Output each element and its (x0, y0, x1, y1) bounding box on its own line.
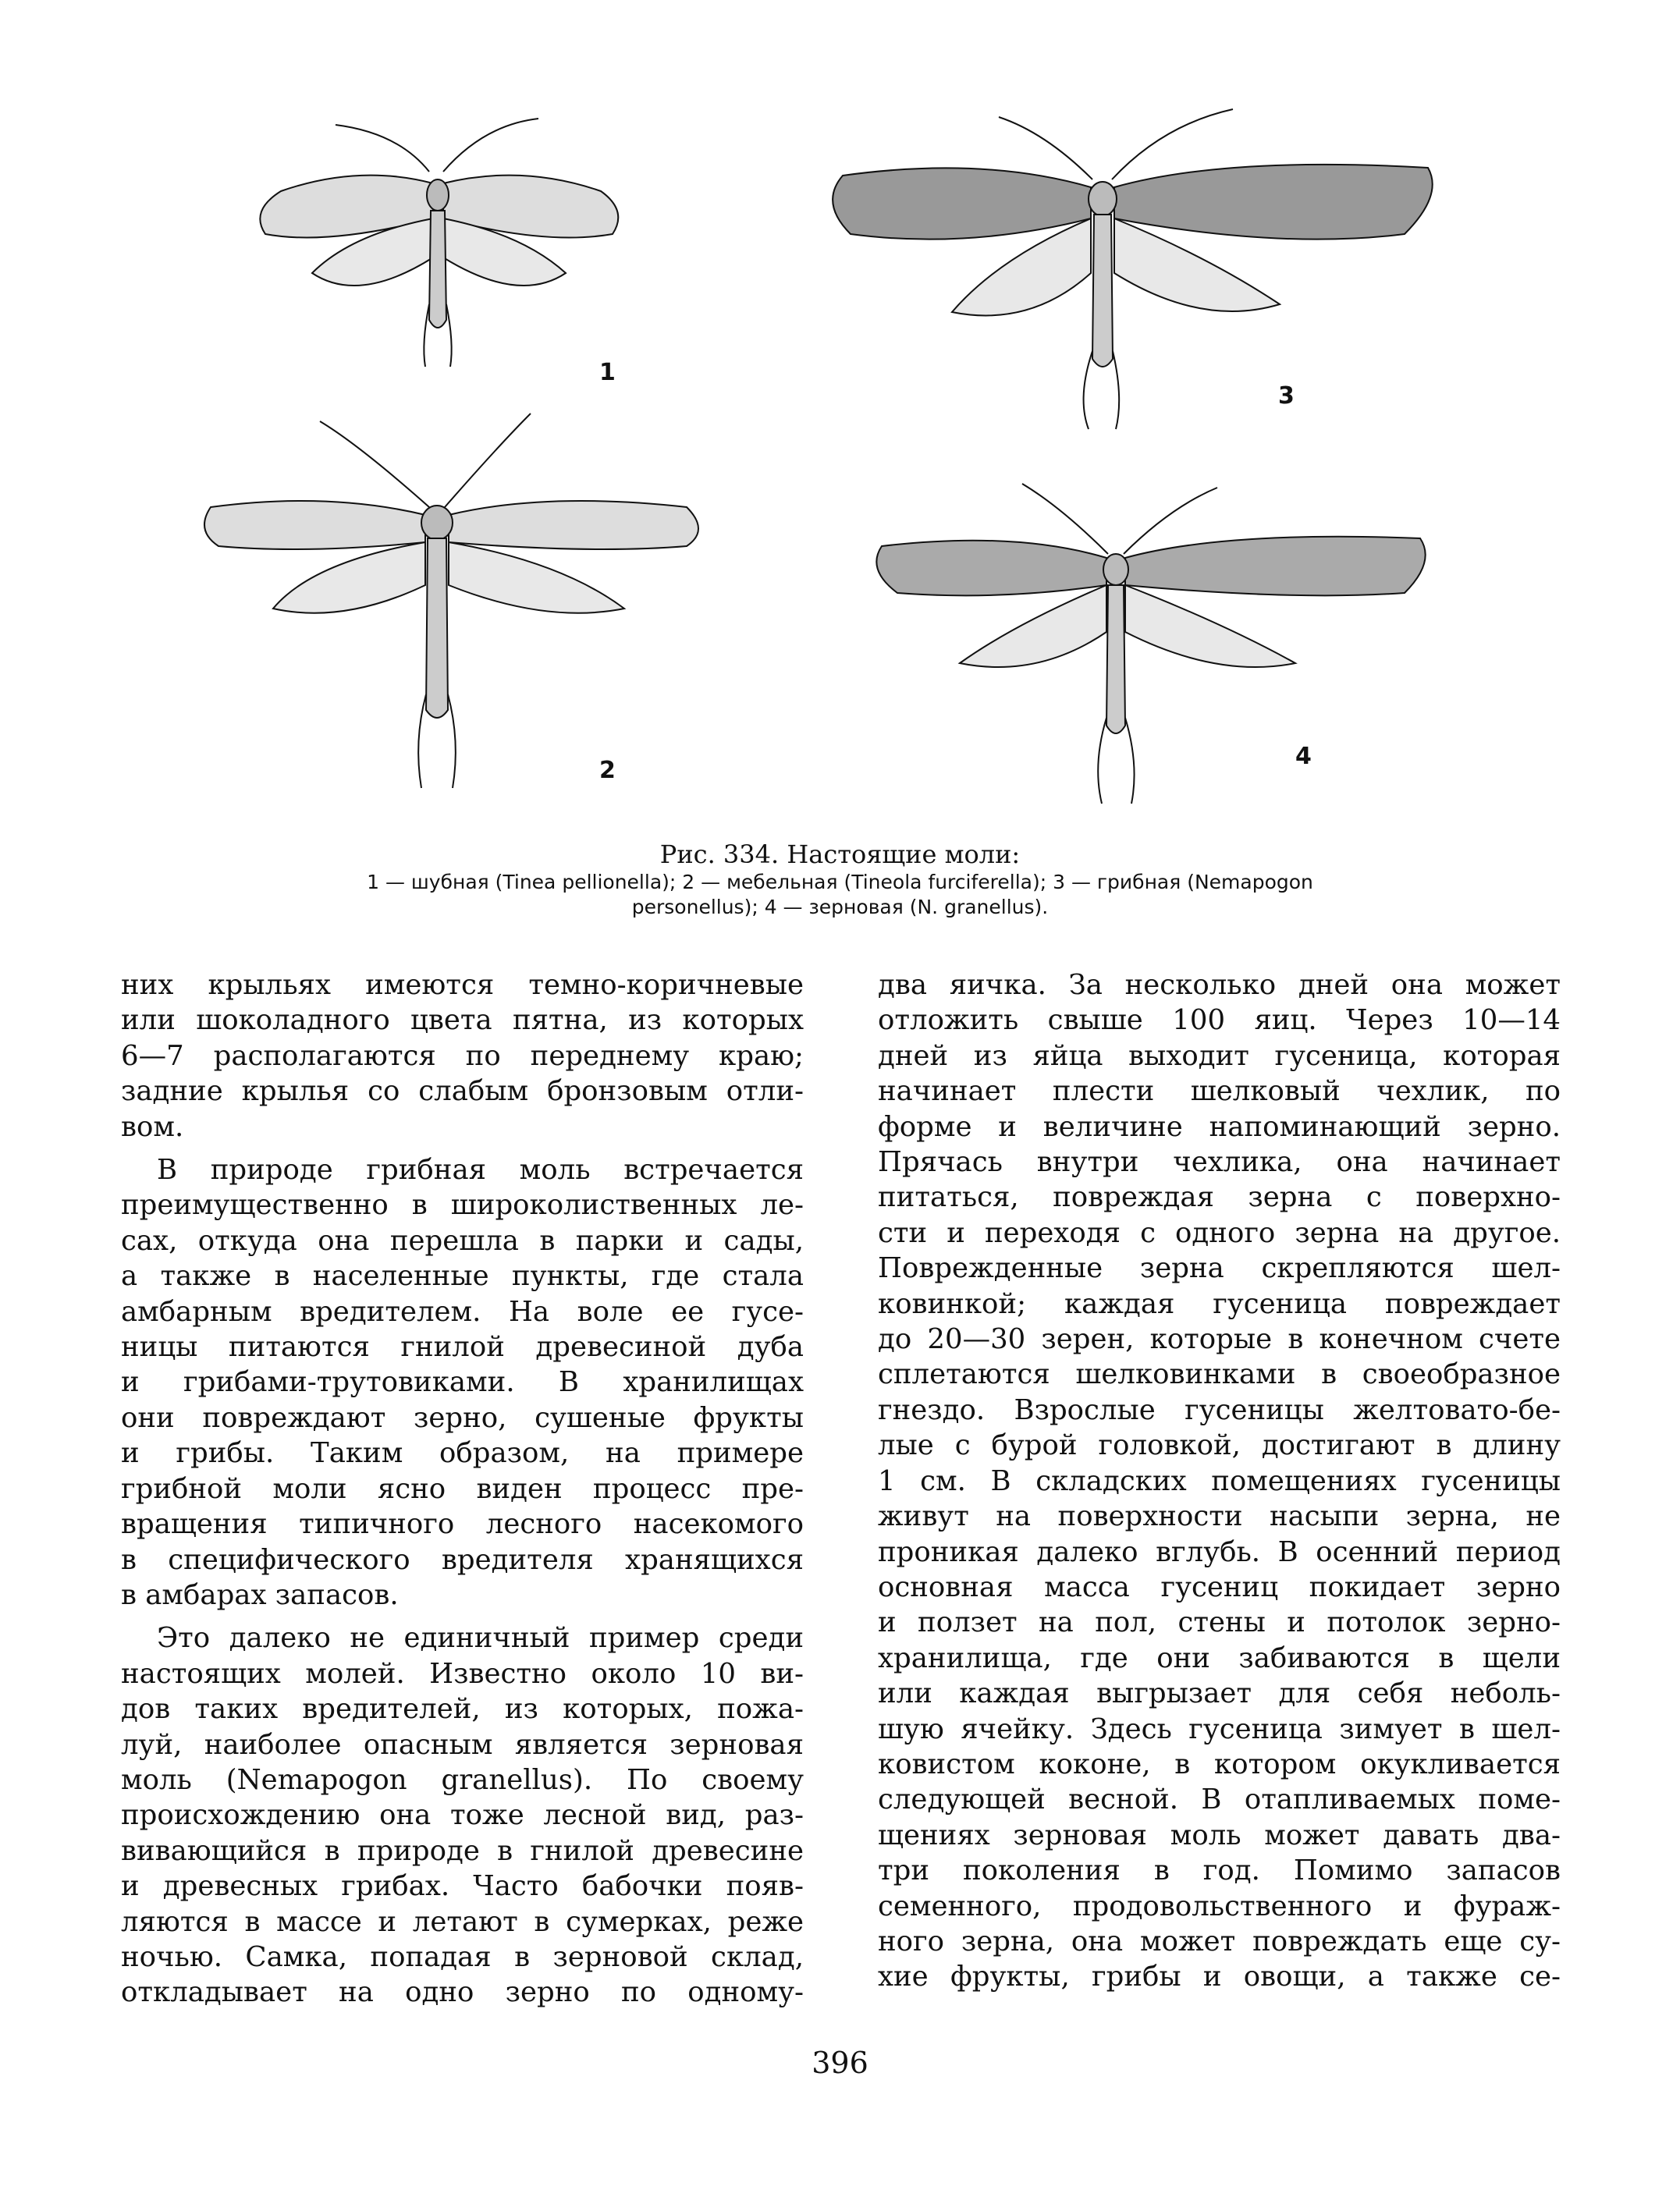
text-line: они повреждают зерно, сушеные фрукты (121, 1401, 804, 1434)
text-line: сплетаются шелковинками в своеобразное (878, 1358, 1561, 1391)
text-line: моль (Nemapogon granellus). По своему (121, 1763, 804, 1796)
text-line: семенного, продовольственного и фураж- (878, 1890, 1561, 1922)
text-line: грибной моли ясно виден процесс пре- (121, 1472, 804, 1505)
text-line: и грибами-трутовиками. В хранилищах (121, 1366, 804, 1399)
text-line: сах, откуда она перешла в парки и сады, (121, 1224, 804, 1257)
text-line: ляются в массе и летают в сумерках, реже (121, 1905, 804, 1938)
text-line: следующей весной. В отапливаемых поме- (878, 1784, 1561, 1816)
text-line: два яичка. За несколько дней она может (878, 969, 1561, 1001)
moth-1-illustration (234, 109, 733, 414)
moth-2-illustration (187, 398, 726, 835)
text-line: ницы питаются гнилой древесиной дуба (121, 1331, 804, 1364)
text-line: Это далеко не единичный пример среди (157, 1622, 804, 1655)
caption-line-2: personellus); 4 — зерновая (N. granellus). (631, 896, 1049, 918)
figure-caption (172, 839, 1508, 920)
text-line: проникая далеко вглубь. В осенний период (878, 1535, 1561, 1568)
text-line: Поврежденные зерна скрепляются шел- (878, 1252, 1561, 1285)
text-line: откладывает на одно зерно по одному- (121, 1976, 804, 2009)
text-line: луй, наиболее опасным является зерновая (121, 1728, 804, 1761)
text-line: 1 см. В складских помещениях гусеницы (878, 1464, 1561, 1497)
text-line: или шоколадного цвета пятна, из которых (121, 1004, 804, 1037)
text-line: основная масса гусениц покидает зерно (878, 1571, 1561, 1603)
text-line: в амбарах запасов. (121, 1578, 399, 1611)
text-line: питаться, повреждая зерна с поверхно- (878, 1181, 1561, 1214)
moth-label-4: 4 (1295, 743, 1312, 770)
text-line: сти и переходя с одного зерна на другое. (878, 1216, 1561, 1249)
right-text-column (878, 967, 1561, 1995)
text-line: в специфического вредителя хранящихся (121, 1543, 804, 1576)
text-line: дней из яйца выходит гусеница, которая (878, 1039, 1561, 1072)
moth-3-illustration (812, 101, 1459, 445)
text-line: вом. (121, 1110, 184, 1143)
text-line: них крыльях имеются темно-коричневые (121, 969, 804, 1001)
text-line: форме и величине напоминающий зерно. (878, 1110, 1561, 1143)
text-line: а также в населенные пункты, где стала (121, 1260, 804, 1293)
text-line: живут на поверхности насыпи зерна, не (878, 1500, 1561, 1533)
text-line: гнездо. Взрослые гусеницы желтовато-бе- (878, 1393, 1561, 1426)
text-line: отложить свыше 100 яиц. Через 10—14 (878, 1004, 1561, 1037)
text-line: амбарным вредителем. На воле ее гусе- (121, 1295, 804, 1328)
text-line: и грибы. Таким образом, на примере (121, 1437, 804, 1470)
text-line: и ползет на пол, стены и потолок зерно- (878, 1606, 1561, 1639)
text-line: 6—7 располагаются по переднему краю; (121, 1039, 804, 1072)
page-number: 396 (812, 2046, 868, 2080)
text-line: ковистом коконе, в котором окукливается (878, 1748, 1561, 1780)
moth-figure (187, 101, 1498, 850)
text-line: дов таких вредителей, из которых, пожа- (121, 1693, 804, 1726)
caption-title: Рис. 334. Настоящие моли: (659, 839, 1021, 869)
moth-label-1: 1 (599, 359, 616, 386)
text-line: вивающийся в природе в гнилой древесине (121, 1834, 804, 1867)
moth-label-2: 2 (599, 757, 616, 784)
text-line: ного зерна, она может повреждать еще су- (878, 1925, 1561, 1958)
text-line: задние крылья со слабым бронзовым отли- (121, 1075, 804, 1108)
text-line: шую ячейку. Здесь гусеница зимует в шел- (878, 1713, 1561, 1745)
text-line: щениях зерновая моль может давать два- (878, 1819, 1561, 1851)
text-line: Прячась внутри чехлика, она начинает (878, 1146, 1561, 1179)
text-line: настоящих молей. Известно около 10 ви- (121, 1657, 804, 1690)
text-line: ковинкой; каждая гусеница повреждает (878, 1287, 1561, 1320)
text-line: вращения типичного лесного насекомого (121, 1508, 804, 1541)
text-line: и древесных грибах. Часто бабочки появ- (121, 1870, 804, 1903)
text-line: преимущественно в широколиственных ле- (121, 1189, 804, 1222)
text-line: происхождению она тоже лесной вид, раз- (121, 1799, 804, 1832)
text-line: или каждая выгрызает для себя неболь- (878, 1677, 1561, 1710)
text-line: хранилища, где они забиваются в щели (878, 1642, 1561, 1674)
moth-label-3: 3 (1278, 382, 1295, 410)
text-line: три поколения в год. Помимо запасов (878, 1855, 1561, 1887)
text-line: хие фрукты, грибы и овощи, а также се- (878, 1961, 1561, 1993)
text-line: до 20—30 зерен, которые в конечном счете (878, 1323, 1561, 1356)
moth-4-illustration (858, 468, 1451, 811)
text-line: начинает плести шелковый чехлик, по (878, 1075, 1561, 1108)
text-line: лые с бурой головкой, достигают в длину (878, 1429, 1561, 1462)
text-line: В природе грибная моль встречается (157, 1154, 804, 1187)
left-text-column (121, 967, 804, 2011)
caption-line-1: 1 — шубная (Tinea pellionella); 2 — мебельная (Tineola furciferella); 3 — грибная (Nemapogon (367, 871, 1313, 893)
text-line: ночью. Самка, попадая в зерновой склад, (121, 1940, 804, 1973)
